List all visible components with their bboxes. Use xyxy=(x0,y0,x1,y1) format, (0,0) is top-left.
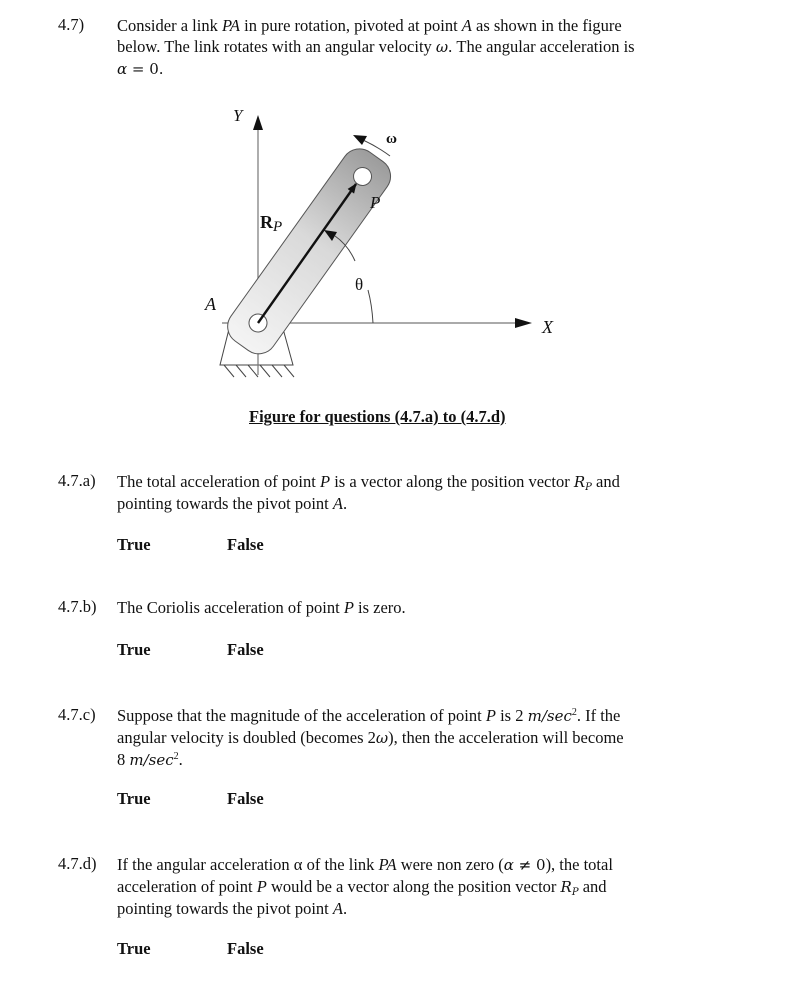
question-d-false-option[interactable]: False xyxy=(227,939,264,958)
question-a-true-option[interactable]: True xyxy=(117,535,151,554)
theta-label: θ xyxy=(355,275,364,294)
problem-statement xyxy=(117,15,717,80)
text-line: α = 0. xyxy=(117,60,164,78)
omega-label: ω xyxy=(386,131,397,147)
figure-caption: Figure for questions (4.7.a) to (4.7.d) xyxy=(249,407,506,426)
text-line: The total acceleration of point P is a vector along the position vector $R_P$ and xyxy=(117,472,620,493)
question-b-number: 4.7.b) xyxy=(58,597,97,616)
rotating-link-figure xyxy=(190,95,570,385)
question-c-true-option[interactable]: True xyxy=(117,789,151,808)
text-line: 8 $m/\sec^2$. xyxy=(117,750,183,769)
question-d-text xyxy=(117,854,717,919)
question-a-text xyxy=(117,471,717,514)
x-axis-label: X xyxy=(542,317,553,337)
question-c-number: 4.7.c) xyxy=(58,705,96,724)
text-line: If the angular acceleration α of the link PA were non zero (α ≠ 0), the total xyxy=(117,855,613,874)
question-b-text xyxy=(117,597,717,618)
position-vector-arrow xyxy=(258,184,356,323)
end-point-label: P xyxy=(370,193,381,212)
text-line: angular velocity is doubled (becomes 2ω), then the acceleration will become xyxy=(117,728,624,747)
text-line: pointing towards the pivot point A. xyxy=(117,899,348,918)
pivot-label: A xyxy=(205,294,216,314)
problem-number: 4.7) xyxy=(58,15,85,34)
text-line: acceleration of point P would be a vector along the position vector $R_P$ and xyxy=(117,877,607,898)
question-b-false-option[interactable]: False xyxy=(227,640,264,659)
text-line: Consider a link PA in pure rotation, pivoted at point A as shown in the figure xyxy=(117,16,622,35)
question-b-true-option[interactable]: True xyxy=(117,640,151,659)
question-a-number: 4.7.a) xyxy=(58,471,96,490)
question-c-false-option[interactable]: False xyxy=(227,789,264,808)
text-line: below. The link rotates with an angular velocity ω. The angular acceleration is xyxy=(117,37,635,56)
question-a-false-option[interactable]: False xyxy=(227,535,264,554)
question-d-number: 4.7.d) xyxy=(58,854,97,873)
question-c-text xyxy=(117,705,717,771)
text-line: pointing towards the pivot point A. xyxy=(117,494,348,513)
position-vector-label: RP xyxy=(260,212,283,235)
text-line: The Coriolis acceleration of point P is zero. xyxy=(117,598,406,617)
question-d-true-option[interactable]: True xyxy=(117,939,151,958)
y-axis-label: Y xyxy=(233,106,243,125)
text-line: Suppose that the magnitude of the acceleration of point P is 2 $m/\sec^2$. If the xyxy=(117,706,621,725)
